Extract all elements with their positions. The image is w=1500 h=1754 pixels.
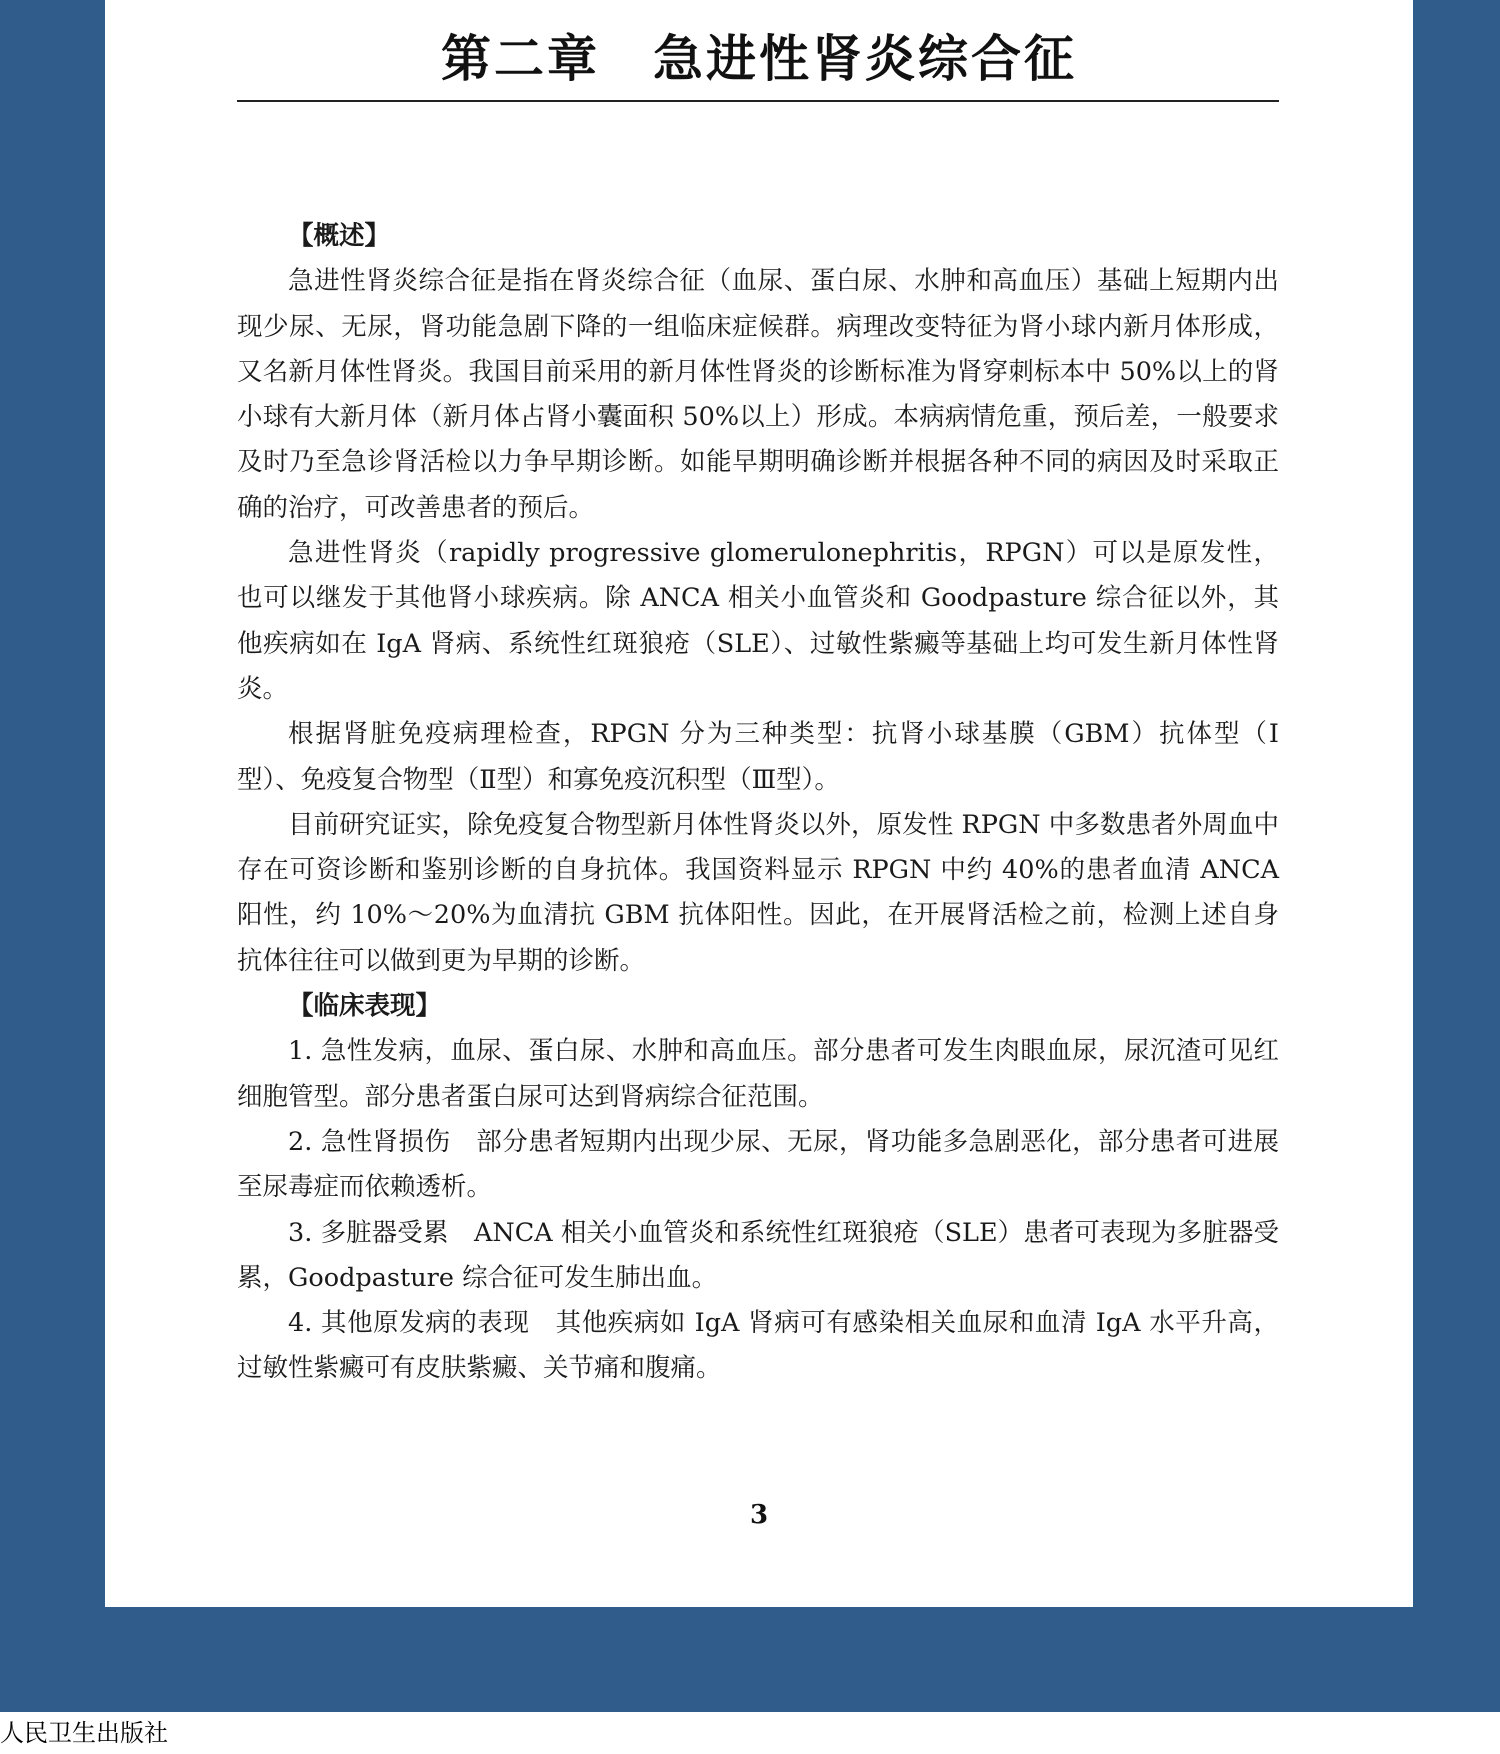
page-body: [237, 214, 1279, 1392]
clinical-item-4: 4. 其他原发病的表现 其他疾病如 IgA 肾病可有感染相关血尿和血清 IgA 水平升高，过敏性紫癜可有皮肤紫癜、关节痛和腹痛。: [237, 1308, 1279, 1384]
publisher-caption: 人民卫生出版社: [0, 1719, 168, 1747]
page-number: 3: [749, 1500, 769, 1530]
paragraph-overview-4: 目前研究证实，除免疫复合物型新月体性肾炎以外，原发性 RPGN 中多数患者外周血中存在可资诊断和鉴别诊断的自身抗体。我国资料显示 RPGN 中约 40%的患者血清 ANCA 阳性，约 10%～20%为血清抗 GBM 抗体阳性。因此，在开展肾活检之前，检测上述自身抗体往往可以做到更为早期的诊断。: [237, 809, 1279, 976]
paragraph-overview-1: 急进性肾炎综合征是指在肾炎综合征（血尿、蛋白尿、水肿和高血压）基础上短期内出现少尿、无尿，肾功能急剧下降的一组临床症候群。病理改变特征为肾小球内新月体形成，又名新月体性肾炎。我国目前采用的新月体性肾炎的诊断标准为肾穿刺标本中 50%以上的肾小球有大新月体（新月体占肾小囊面积 50%以上）形成。本病病情危重，预后差，一般要求及时乃至急诊肾活检以力争早期诊断。如能早期明确诊断并根据各种不同的病因及时采取正确的治疗，可改善患者的预后。: [237, 266, 1279, 523]
section-heading-overview: 【概述】: [288, 221, 391, 251]
clinical-item-3: 3. 多脏器受累 ANCA 相关小血管炎和系统性红斑狼疮（SLE）患者可表现为多脏器受累，Goodpasture 综合征可发生肺出血。: [237, 1217, 1279, 1293]
chapter-title: 第二章 急进性肾炎综合征: [441, 30, 1077, 88]
book-page: [105, 0, 1413, 1607]
clinical-item-2: 2. 急性肾损伤 部分患者短期内出现少尿、无尿，肾功能多急剧恶化，部分患者可进展至尿毒症而依赖透析。: [237, 1126, 1279, 1203]
clinical-item-1: 1. 急性发病，血尿、蛋白尿、水肿和高血压。部分患者可发生肉眼血尿，尿沉渣可见红细胞管型。部分患者蛋白尿可达到肾病综合征范围。: [237, 1036, 1279, 1112]
paragraph-overview-2: 急进性肾炎（rapidly progressive glomerulonephritis，RPGN）可以是原发性，也可以继发于其他肾小球疾病。除 ANCA 相关小血管炎和 Goodpasture 综合征以外，其他疾病如在 IgA 肾病、系统性红斑狼疮（SLE）、过敏性紫癜等基础上均可发生新月体性肾炎。: [237, 538, 1279, 704]
paragraph-overview-3: 根据肾脏免疫病理检查，RPGN 分为三种类型：抗肾小球基膜（GBM）抗体型（Ⅰ型）、免疫复合物型（Ⅱ型）和寡免疫沉积型（Ⅲ型）。: [237, 719, 1279, 795]
section-heading-clinical: 【临床表现】: [288, 991, 442, 1022]
title-divider: [237, 100, 1279, 102]
